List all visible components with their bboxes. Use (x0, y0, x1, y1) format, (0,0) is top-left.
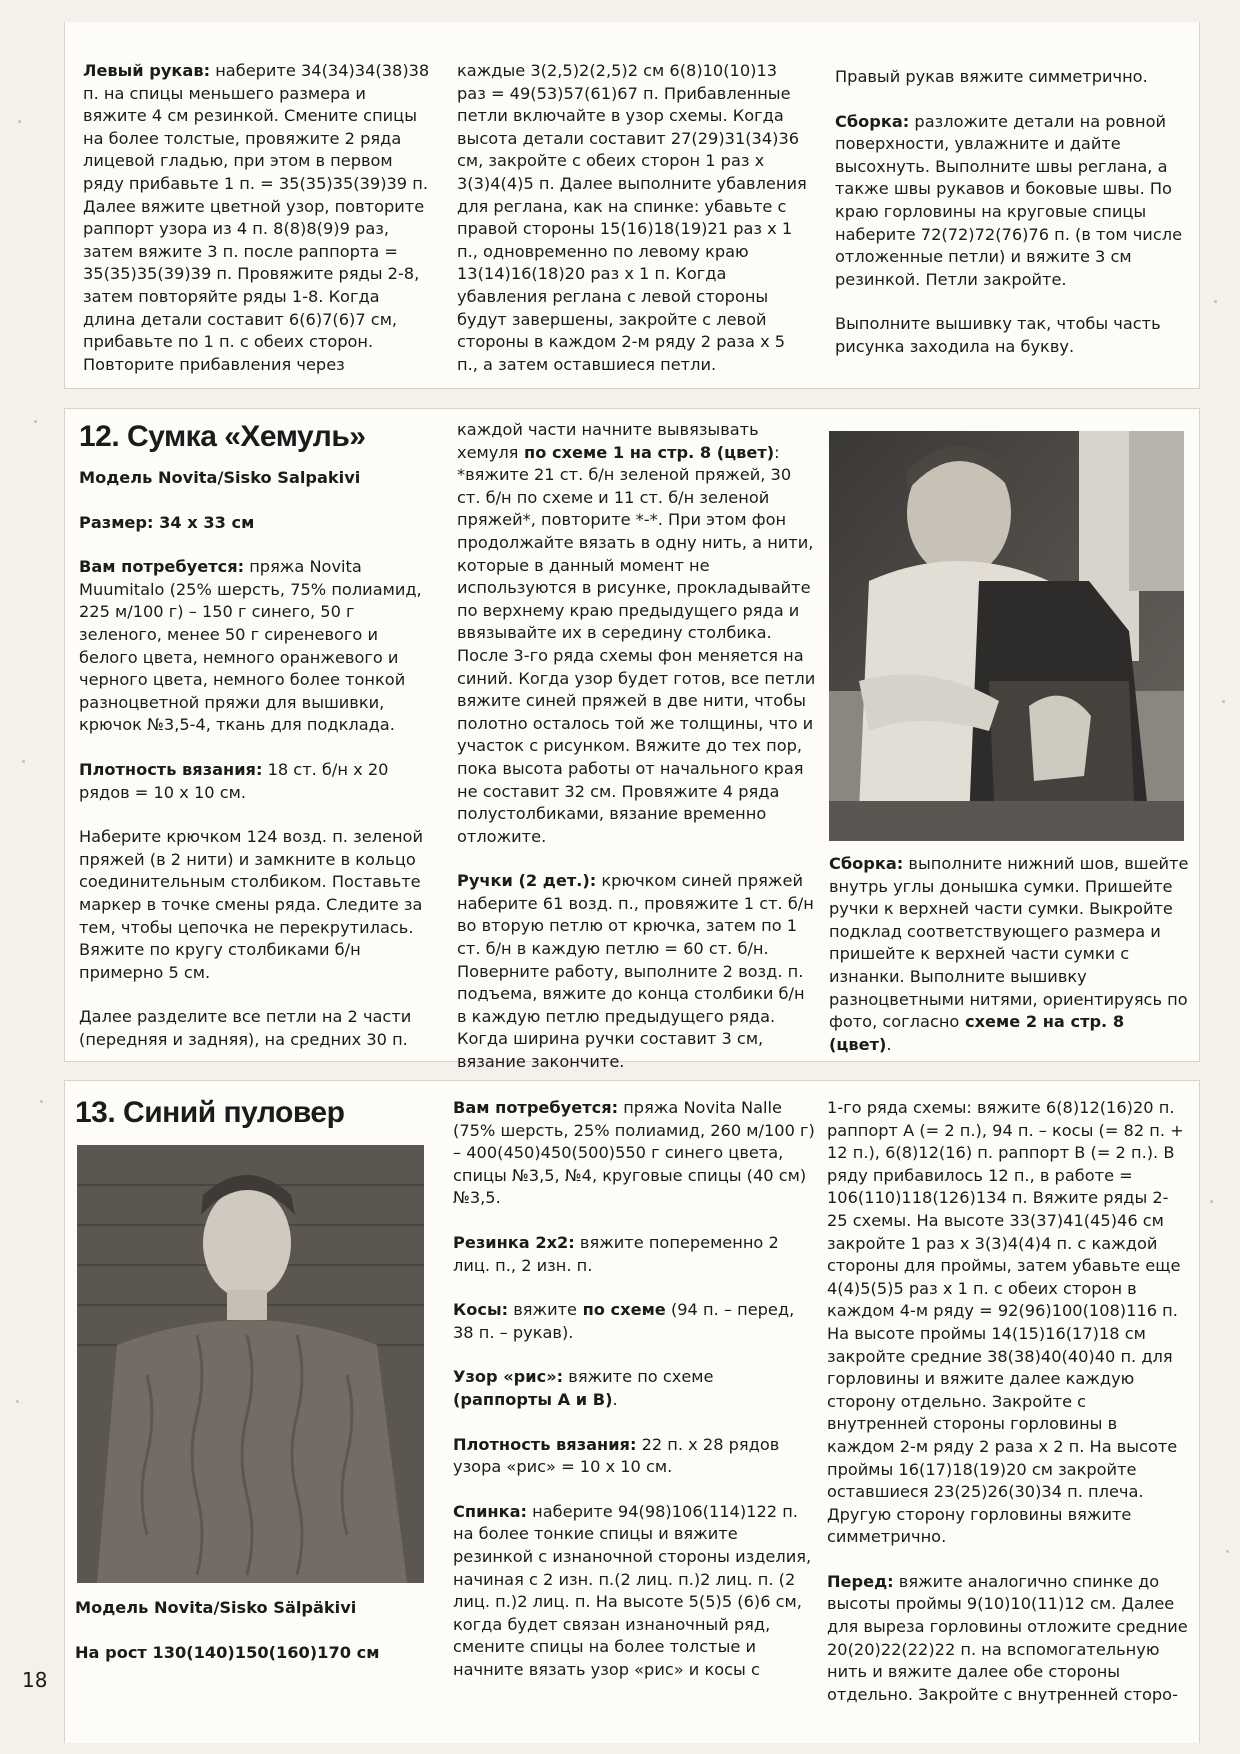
s3-back: Спинка: наберите 94(98)106(114)122 п. на более тонкие спицы и вяжите резинкой с изнаночной стороны изделия, начиная с 2 изн. п.(2 лиц. п.)2 лиц. п. (2 лиц. п.)2 лиц. п. На высоте 5(5)5 (6)6 см, когда будет связан изнаночный ряд, смените спицы на более толстые и начните вязать узор «рис» и косы с (453, 1501, 812, 1679)
s3-title: 13. Синий пуловер (75, 1096, 345, 1129)
boy-with-bag-photo (829, 431, 1184, 841)
background-speck (1226, 1550, 1229, 1553)
section-bag-hemul (64, 408, 1200, 1072)
s2-c2-p1: каждой части начните вывязывать хемуля по схеме 1 на стр. 8 (цвет): *вяжите 21 ст. б/н зеленой пряжей, 30 ст. б/н по схеме и 11 ст. б/н зеленой пряжей*, повторите *-*. При этом фон продолжайте вязать в одну нить, а нити, которые в данный момент не используются в рисунке, прокладывайте по верхнему краю предыдущего ряда и ввязывайте их в середину столбика. После 3-го ряда схемы фон меняется на синий. Когда узор будет готов, все петли вяжите синей пряжей в две нити, чтобы полотно осталось той же толщины, что и участок с рисунком. Вяжите до тех пор, пока высота работы от начального края не составит 32 см. Провяжите 4 ряда полустолбиками, вязание временно отложите. (457, 420, 816, 846)
s2-c1-p5: Наберите крючком 124 возд. п. зеленой пряжей (в 2 нити) и замкните в кольцо соединительным столбиком. Поставьте маркер в точке смены ряда. Следите за тем, чтобы цепочка не перекрутилась. Вяжите по кругу столбиками б/н примерно 5 см. (79, 827, 423, 982)
section-left-sleeve (64, 22, 1200, 389)
background-speck (16, 1400, 19, 1403)
s1-column-3 (835, 66, 1187, 381)
s3-front: Перед: вяжите аналогично спинке до высоты проймы 9(10)10(11)12 см. Далее для выреза горловины отложите средние 20(20)22(22)22 п. на вспомогательную нить и вяжите далее обе стороны отдельно. Закройте с внутренней сторо- (827, 1571, 1188, 1704)
s2-column-1 (79, 419, 439, 1073)
background-speck (1222, 700, 1225, 703)
background-speck (34, 420, 37, 423)
s1-column-1 (83, 60, 433, 398)
s1-c3-p3: Выполните вышивку так, чтобы часть рисунка заходила на букву. (835, 314, 1161, 356)
s3-rib: Резинка 2х2: вяжите попеременно 2 лиц. п., 2 изн. п. (453, 1232, 779, 1275)
background-speck (18, 120, 21, 123)
s1-c3-p2: Сборка: разложите детали на ровной поверхности, увлажните и дайте высохнуть. Выполните швы реглана, а также швы рукавов и боковые швы. По краю горловины на круговые спицы наберите 72(72)72(76)76 п. (в том числе отложенные петли) и вяжите 3 см резинкой. Петли закройте. (835, 111, 1183, 289)
s1-c1-p1: Левый рукав: наберите 34(34)34(38)38 п. на спицы меньшего размера и вяжите 4 см резинкой. Смените спицы на более толстые, провяжите 2 ряда лицевой гладью, при этом в первом ряду прибавьте 1 п. = 35(35)35(39)39 п. Далее вяжите цветной узор, повторите раппорт узора из 4 п. 8(8)8(9)9 раз, затем вяжите 3 п. после раппорта = 35(35)35(39)39 п. Провяжите ряды 2-8, затем повторяйте ряды 1-8. Когда длина детали составит 6(6)7(6)7 см, прибавьте по 1 п. с обеих сторон. Повторите прибавления через (83, 61, 430, 374)
s1-column-2 (457, 60, 807, 398)
page-number: 18 (22, 1668, 48, 1692)
s3-column-1 (75, 1095, 435, 1143)
s3-model: Модель Novita/Sisko Sälpäkivi (75, 1598, 357, 1617)
s3-cables: Косы: вяжите по схеме (94 п. – перед, 38 п. – рукав). (453, 1300, 795, 1342)
s1-c2-p1: каждые 3(2,5)2(2,5)2 см 6(8)10(10)13 раз = 49(53)57(61)67 п. Прибавленные петли включайте в узор схемы. Когда высота детали составит 27(29)31(34)36 см, закройте с обеих сторон 1 раз х 3(3)4(4)5 п. Далее выполните убавления для реглана, как на спинке: убавьте с правой стороны 15(16)18(19)21 раз х 1 п., одновременно по левому краю 13(14)16(18)20 раз х 1 п. Когда убавления реглана с левой стороны будут завершены, закройте с левой стороны в каждом 2-м ряду 2 раза х 5 п., а затем оставшиеся петли. (457, 61, 807, 374)
s2-materials: Вам потребуется: пряжа Novita Muumitalo (25% шерсть, 75% полиамид, 225 м/100 г) – 150 г синего, 50 г зеленого, менее 50 г сиреневого и белого цвета, немного оранжевого и черного цвета, немного более тонкой разноцветной пряжи для вышивки, крючок №3,5-4, ткань для подклада. (79, 557, 422, 735)
s3-rice-pattern: Узор «рис»: вяжите по схеме (раппорты А и В). (453, 1367, 714, 1409)
s2-column-3 (829, 853, 1189, 1078)
s3-materials: Вам потребуется: пряжа Novita Nalle (75% шерсть, 25% полиамид, 260 м/100 г) – 400(450)450(500)550 г синего цвета, спицы №3,5, №4, круговые спицы (40 см) №3,5. (453, 1098, 815, 1208)
s2-handles: Ручки (2 дет.): крючком синей пряжей наберите 61 возд. п., провяжите 1 ст. б/н во вторую петлю от крючка, затем по 1 ст. б/н в каждую петлю = 60 ст. б/н. Поверните работу, выполните 2 возд. п. подъема, вяжите до конца столбики б/н в каждую петлю предыдущего ряда. Когда ширина ручки составит 3 см, вязание закончите. (457, 871, 814, 1072)
s3-c3-p1: 1-го ряда схемы: вяжите 6(8)12(16)20 п. раппорт А (= 2 п.), 94 п. – косы (= 82 п. + 12 п.), 6(8)12(16) п. раппорт В (= 2 п.). В ряду прибавилось 12 п., в работе = 106(110)118(126)134 п. Вяжите ряды 2-25 схемы. На высоте 33(37)41(45)46 см закройте 1 раз х 3(3)4(4)4 п. с каждой стороны для проймы, затем убавьте еще 4(4)5(5)5 раз х 1 п. с обеих сторон в каждом 4-м ряду = 92(96)100(108)116 п. На высоте проймы 14(15)16(17)18 см закройте средние 38(38)40(40)40 п. для горловины и вяжите далее каждую сторону отдельно. Закройте с внутренней стороны горловины в каждом 2-м ряду 2 раза х 2 п. На высоте проймы 16(17)18(19)20 см закройте оставшиеся 23(25)26(30)34 п. плеча. Другую сторону горловины вяжите симметрично. (827, 1098, 1184, 1547)
section-blue-pullover (64, 1080, 1200, 1743)
s1-c3-p1: Правый рукав вяжите симметрично. (835, 67, 1148, 86)
s3-height: На рост 130(140)150(160)170 см (75, 1642, 380, 1662)
s3-column-1-footer (75, 1597, 435, 1686)
s2-title: 12. Сумка «Хемуль» (79, 420, 366, 453)
s2-assembly: Сборка: выполните нижний шов, вшейте внутрь углы донышка сумки. Пришейте ручки к верхней части сумки. Выкройте подклад соответствующего размера и пришейте к верхней части сумки с изнанки. Выполните вышивку разноцветными нитями, ориентируясь по фото, согласно схеме 2 на стр. 8 (цвет). (829, 854, 1189, 1054)
s2-model: Модель Novita/Sisko Salpakivi (79, 468, 361, 487)
s3-column-3 (827, 1097, 1189, 1728)
s3-gauge: Плотность вязания: 22 п. х 28 рядов узора «рис» = 10 х 10 см. (453, 1434, 780, 1477)
s2-size: Размер: 34 х 33 см (79, 512, 255, 532)
background-speck (22, 760, 25, 763)
s2-column-2 (457, 419, 817, 1096)
s2-gauge: Плотность вязания: 18 ст. б/н х 20 рядов = 10 х 10 см. (79, 759, 389, 802)
background-speck (1210, 1200, 1213, 1203)
s3-column-2 (453, 1097, 815, 1703)
background-speck (1214, 300, 1217, 303)
s2-c1-p6: Далее разделите все петли на 2 части (передняя и задняя), на средних 30 п. (79, 1007, 412, 1049)
boy-in-pullover-photo (77, 1145, 424, 1583)
background-speck (40, 1100, 43, 1103)
